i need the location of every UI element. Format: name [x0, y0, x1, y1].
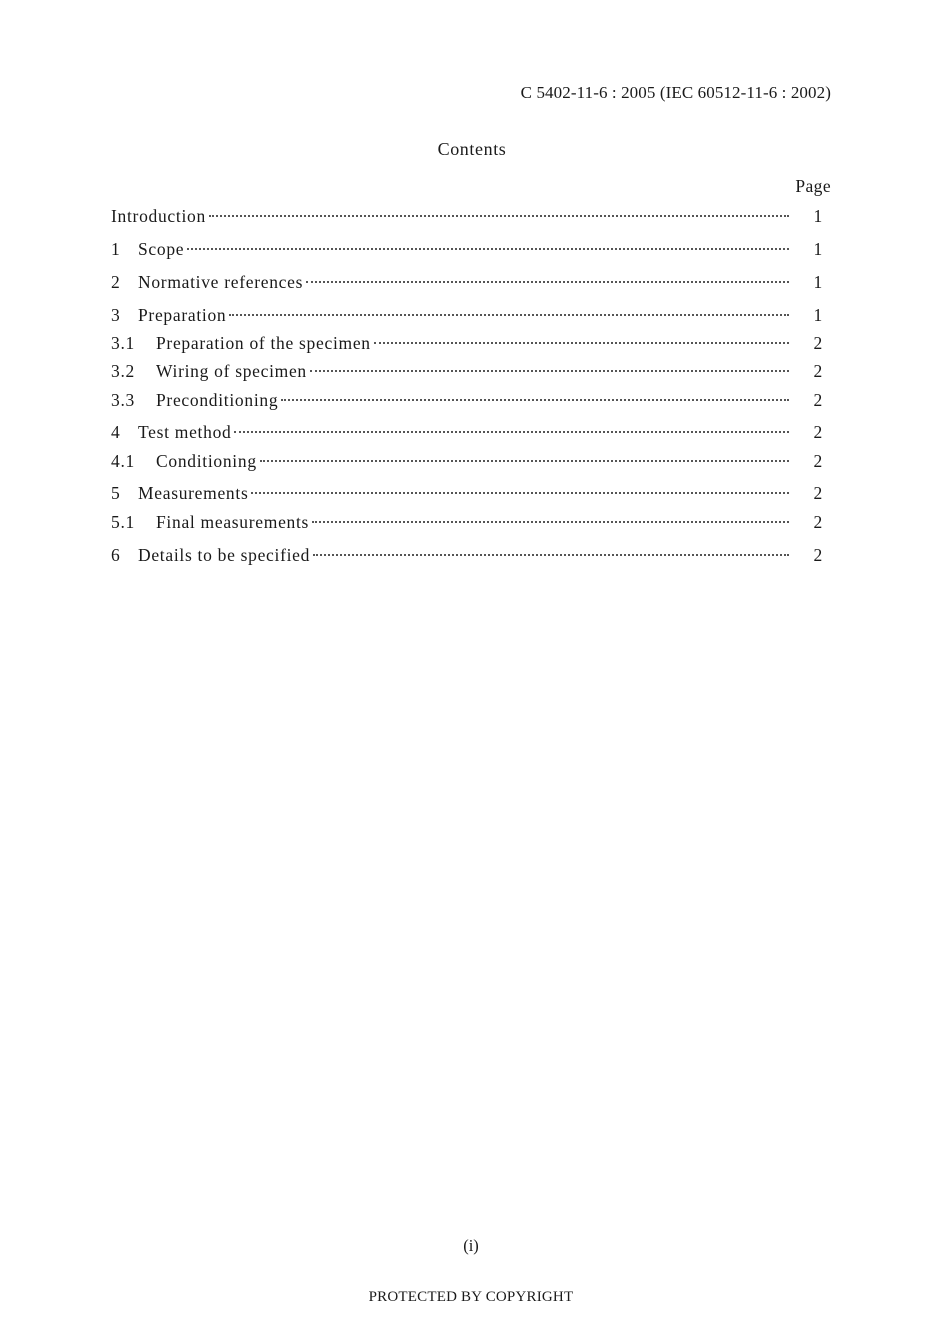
toc-entry-wiring-of-specimen[interactable]	[111, 361, 823, 385]
toc-entry-final-measurements[interactable]	[111, 512, 823, 536]
toc-entry-title: Measurements	[138, 483, 249, 503]
toc-entry-conditioning[interactable]	[111, 451, 823, 475]
dot-leader	[312, 521, 789, 523]
toc-entry-page: 1	[813, 239, 823, 259]
toc-entry-number: 4.1	[111, 451, 135, 471]
toc-entry-page: 2	[813, 512, 823, 532]
toc-entry-number: 4	[111, 422, 121, 442]
toc-entry-page: 1	[813, 272, 823, 292]
toc-entry-number: 5	[111, 483, 121, 503]
dot-leader	[310, 370, 789, 372]
toc-entry-title: Conditioning	[156, 451, 257, 471]
toc-entry-page: 2	[813, 451, 823, 471]
toc-entry-title: Final measurements	[156, 512, 310, 532]
dot-leader	[313, 554, 789, 556]
toc-entry-title: Normative references	[138, 272, 304, 292]
dot-leader	[306, 281, 789, 283]
toc-entry-preconditioning[interactable]	[111, 390, 823, 414]
toc-entry-title: Wiring of specimen	[156, 361, 307, 381]
page-column-label: Page	[795, 176, 831, 196]
dot-leader	[281, 399, 789, 401]
toc-entry-introduction[interactable]	[111, 206, 823, 230]
toc-entry-number: 5.1	[111, 512, 135, 532]
toc-entry-number: 3.2	[111, 361, 135, 381]
table-of-contents	[111, 0, 823, 600]
toc-entry-page: 2	[813, 390, 823, 410]
dot-leader	[260, 460, 789, 462]
standard-identifier: C 5402-11-6 : 2005 (IEC 60512-11-6 : 2002)	[520, 83, 831, 102]
toc-entry-number: 3.1	[111, 333, 135, 353]
toc-entry-title: Scope	[138, 239, 185, 259]
toc-entry-measurements[interactable]	[111, 483, 823, 507]
dot-leader	[187, 248, 789, 250]
toc-entry-number: 3.3	[111, 390, 135, 410]
toc-entry-page: 2	[813, 545, 823, 565]
toc-entry-title: Details to be specified	[138, 545, 311, 565]
toc-entry-page: 1	[813, 305, 823, 325]
toc-entry-preparation-of-the-specimen[interactable]	[111, 333, 823, 357]
toc-entry-number: 6	[111, 545, 121, 565]
toc-entry-test-method[interactable]	[111, 422, 823, 446]
toc-entry-title: Preparation of the specimen	[156, 333, 371, 353]
toc-entry-page: 2	[813, 422, 823, 442]
toc-entry-title: Introduction	[111, 206, 206, 226]
toc-entry-title: Preconditioning	[156, 390, 279, 410]
toc-entry-page: 2	[813, 333, 823, 353]
toc-entry-title: Test method	[138, 422, 232, 442]
copyright-notice: PROTECTED BY COPYRIGHT	[368, 1289, 574, 1305]
toc-entry-preparation[interactable]	[111, 305, 823, 329]
toc-entry-number: 3	[111, 305, 121, 325]
toc-entry-scope[interactable]	[111, 239, 823, 263]
toc-entry-number: 2	[111, 272, 121, 292]
toc-entry-page: 2	[813, 483, 823, 503]
page-number: (i)	[463, 1236, 479, 1255]
toc-entry-details-to-be-specified[interactable]	[111, 545, 823, 569]
toc-entry-page: 1	[813, 206, 823, 226]
dot-leader	[229, 314, 789, 316]
toc-entry-number: 1	[111, 239, 121, 259]
dot-leader	[374, 342, 789, 344]
dot-leader	[209, 215, 789, 217]
contents-title: Contents	[437, 139, 507, 159]
toc-entry-normative-references[interactable]	[111, 272, 823, 296]
toc-entry-page: 2	[813, 361, 823, 381]
dot-leader	[234, 431, 789, 433]
toc-entry-title: Preparation	[138, 305, 227, 325]
dot-leader	[251, 492, 789, 494]
